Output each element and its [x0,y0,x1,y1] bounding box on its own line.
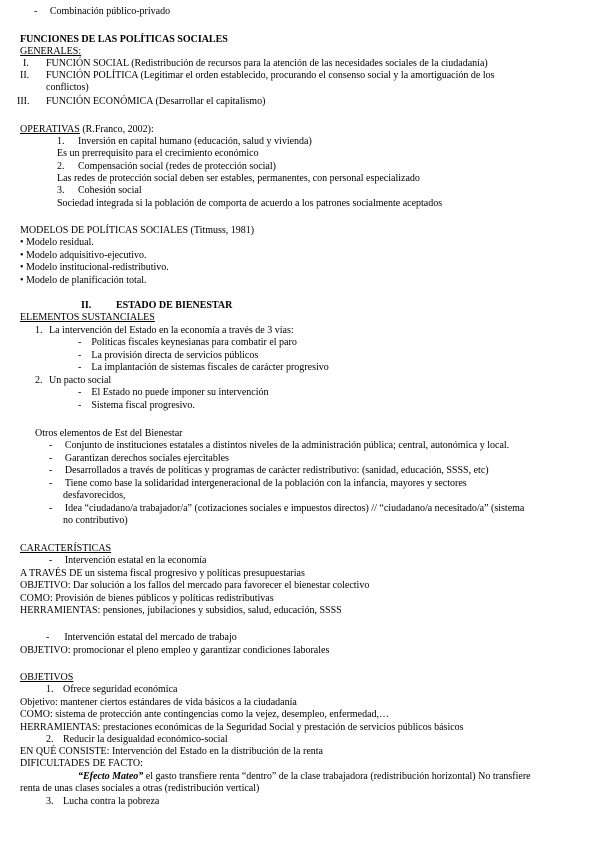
dash-text: Políticas fiscales keynesianas para combatir el paro [91,337,297,348]
bullet-text: Modelo adquisitivo-ejecutivo. [26,250,147,261]
efecto-label: “Efecto Mateo” [78,771,144,782]
dash-continuation: no contributivo) [63,515,128,526]
kv-value: : Provisión de bienes públicos y políticas redistributivas [50,593,274,604]
otros-label: Otros elementos de Est del Bienestar [35,428,183,439]
roman-num: I. [23,58,29,69]
section-title-estado: ESTADO DE BIENESTAR [116,300,233,311]
bullet-text: Modelo de planificación total. [26,275,147,286]
kv-value: : mantener ciertos estándares de vida básicos a la ciudadanía [55,697,297,708]
dash-item: - Intervención estatal en la economía [49,555,207,566]
dash-item: - Políticas fiscales keynesianas para combatir el paro [78,337,297,348]
bullet-item: • Modelo adquisitivo-ejecutivo. [20,250,147,261]
num: 2. [46,734,54,745]
dash-text: La implantación de sistemas fiscales de carácter progresivo [91,362,329,373]
section-num: II. [81,300,92,311]
modelos-title: MODELOS DE POLÍTICAS SOCIALES (Titmuss, 1981) [20,225,255,236]
list-item: Un pacto social [49,375,112,386]
list-item-text: Combinación público-privado [49,6,171,17]
list-item: FUNCIÓN SOCIAL (Redistribución de recursos para la atención de las necesidades sociales de la ciudadanía) [46,58,488,69]
dash-item: - Sistema fiscal progresivo. [78,400,195,411]
kv-key: DIFICULTADES DE FACTO [20,758,141,769]
op-title: Compensación social (redes de protección social) [78,161,276,172]
kv-line [20,580,369,592]
op-desc: Sociedad integrada si la población de comporta de acuerdo a los patrones socialmente aceptados [57,198,443,209]
op-num: 1. [57,136,65,147]
objetivos-label: OBJETIVOS [20,672,74,683]
dash-item: - La implantación de sistemas fiscales de carácter progresivo [78,362,329,373]
dash-item: - Intervención estatal del mercado de trabajo [46,632,237,643]
num: 3. [46,796,54,807]
op-desc: Es un prerrequisito para el crecimiento económico [57,148,259,159]
kv-line [20,593,274,605]
kv-key: Objetivo [20,697,55,708]
dash-text: Intervención estatal en la economía [64,555,207,566]
dash-text: Tiene como base la solidaridad intergeneracional de la población con la infancia, mayores y sectores [64,478,467,489]
kv-key: EN QUÉ CONSISTE [20,746,107,757]
kv-line [20,697,297,709]
bullet-text: Modelo institucional-redistributivo. [26,262,169,273]
operativas-source: (R.Franco, 2002): [79,124,154,135]
dash-text: Intervención estatal del mercado de trabajo [64,632,237,643]
dash-item: - Tiene como base la solidaridad intergeneracional de la población con la infancia, mayores y sectores [49,478,467,489]
dash-text: Sistema fiscal progresivo. [91,400,195,411]
roman-num: III. [17,96,30,107]
dash-text: La provisión directa de servicios públicos [91,350,259,361]
kv-line [20,568,305,580]
list-item: FUNCIÓN POLÍTICA (Legitimar el orden establecido, procurando el consenso social y la amortiguación de los [46,70,495,81]
kv-key: COMO [20,593,51,604]
list-item: FUNCIÓN ECONÓMICA (Desarrollar el capitalismo) [46,96,266,107]
kv-value: : Intervención del Estado en la distribución de la renta [106,746,323,757]
kv-line [20,746,323,758]
list-item: La intervención del Estado en la economía a través de 3 vías: [49,325,294,336]
operativas-label: OPERATIVAS [20,124,80,135]
kv-value: un sistema fiscal progresivo y políticas presupuestarias [82,568,305,579]
dash-item: - Desarrollados a través de políticas y programas de carácter redistributivo: (sanidad, educación, SSSS, etc) [49,465,489,476]
list-item: - Combinación público-privado [34,6,171,17]
section-title-funciones: FUNCIONES DE LAS POLÍTICAS SOCIALES [20,34,228,45]
kv-value: : [140,758,143,769]
efecto-continuation: renta de unas clases sociales a otras (redistribución vertical) [20,783,260,794]
dash-text: Idea “ciudadano/a trabajador/a” (cotizaciones sociales e impuestos directos) // “ciudadano/a necesitado/a” (sistema [64,503,525,514]
kv-value: : pensiones, jubilaciones y subsidios, salud, educación, SSSS [97,605,342,616]
dash-text: Desarrollados a través de políticas y programas de carácter redistributivo: (sanidad, educación, SSSS, etc) [64,465,489,476]
kv-key: OBJETIVO [20,645,68,656]
op-num: 3. [57,185,65,196]
list-item-continuation: conflictos) [46,82,89,93]
bullet-text: Modelo residual. [26,237,94,248]
roman-num: II. [20,70,30,81]
kv-value: : promocionar el pleno empleo y garantizar condiciones laborales [67,645,330,656]
dash-item: - El Estado no puede imponer su intervención [78,387,269,398]
dash-text: Conjunto de instituciones estatales a distintos niveles de la administración pública; central, autonómica y local. [64,440,510,451]
num: 1. [35,325,43,336]
list-item: Reducir la desigualdad económico-social [63,734,228,745]
num: 2. [35,375,43,386]
kv-value: : prestaciones económicas de la Seguridad Social y prestación de servicios públicos básicos [97,722,464,733]
op-title: Cohesión social [78,185,142,196]
kv-key: HERRAMIENTAS [20,722,98,733]
dash-text: Garantizan derechos sociales ejercitables [64,453,229,464]
dash-item: - La provisión directa de servicios públicos [78,350,259,361]
kv-line [20,722,464,734]
kv-value: : sistema de protección ante contingencias como la vejez, desempleo, enfermedad,… [50,709,390,720]
kv-line [20,709,389,721]
dash-item: - Garantizan derechos sociales ejercitables [49,453,229,464]
kv-key: A TRAVÉS DE [20,568,83,579]
elementos-label: ELEMENTOS SUSTANCIALES [20,312,155,323]
op-desc: Las redes de protección social deben ser estables, permanentes, con personal especializado [57,173,420,184]
subsection-heading-operativas [20,124,154,136]
kv-key: COMO [20,709,51,720]
bullet-item: • Modelo institucional-redistributivo. [20,262,169,273]
kv-line [20,758,143,770]
dash-text: El Estado no puede imponer su intervención [91,387,269,398]
kv-value: : Dar solución a los fallos del mercado para favorecer el bienestar colectivo [67,580,370,591]
kv-key: OBJETIVO [20,580,68,591]
num: 1. [46,684,54,695]
kv-line [20,605,342,617]
list-item: Ofrece seguridad económica [63,684,178,695]
list-item: Lucha contra la pobreza [63,796,160,807]
op-num: 2. [57,161,65,172]
dash-item: - Conjunto de instituciones estatales a distintos niveles de la administración pública; central, autonómica y local. [49,440,510,451]
op-title: Inversión en capital humano (educación, salud y vivienda) [78,136,312,147]
efecto-text: el gasto transfiere renta “dentro” de la clase trabajadora (redistribución horizontal) No transfiere [143,771,531,782]
bullet-item: • Modelo residual. [20,237,94,248]
bullet-item: • Modelo de planificación total. [20,275,147,286]
dash-item: - Idea “ciudadano/a trabajador/a” (cotizaciones sociales e impuestos directos) // “ciudadano/a necesitado/a” (sistema [49,503,525,514]
caracteristicas-label: CARACTERÍSTICAS [20,543,112,554]
kv-key: HERRAMIENTAS [20,605,98,616]
subsection-label-generales: GENERALES: [20,46,82,57]
dash-continuation: desfavorecidos, [63,490,126,501]
kv-line [20,645,329,657]
efecto-line [78,771,531,783]
